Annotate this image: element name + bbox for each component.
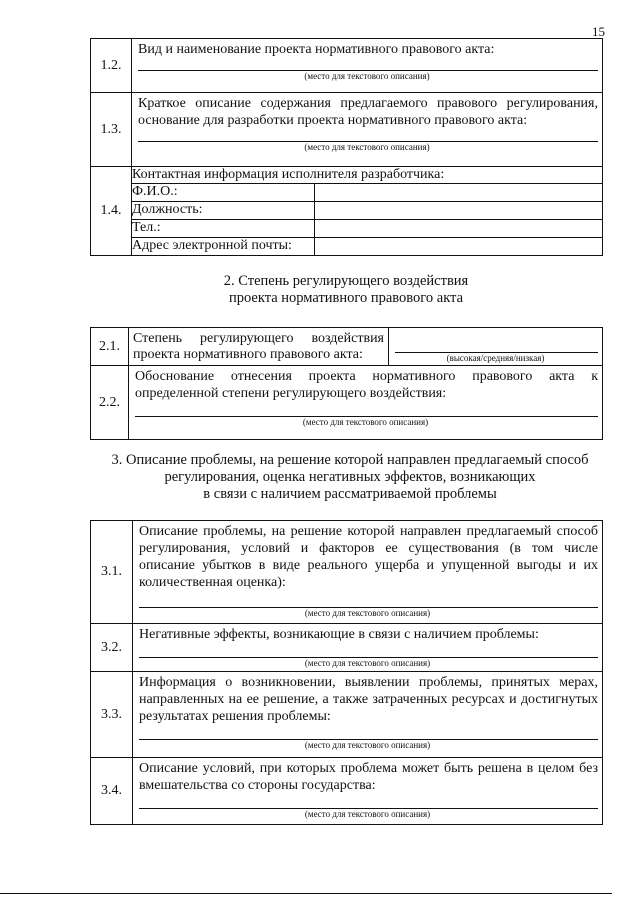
section3-table: [90, 520, 603, 825]
row-number: 1.4.: [91, 167, 132, 256]
contact-label-name: Ф.И.О.:: [132, 184, 315, 202]
section2-heading: [90, 273, 602, 307]
contact-row: [91, 220, 603, 238]
contact-value-name[interactable]: [315, 184, 603, 202]
answer-line[interactable]: [139, 729, 598, 740]
row-number: 2.1.: [91, 328, 129, 366]
row-description: Степень регулирующего воздействия: [133, 330, 384, 346]
table-row: [91, 758, 603, 825]
contact-row: [91, 202, 603, 220]
section3-heading: [80, 452, 620, 503]
row-number: 3.1.: [91, 521, 133, 624]
contact-title: Контактная информация исполнителя разработчика:: [132, 167, 603, 184]
section1-table: [90, 38, 603, 256]
answer-line[interactable]: [135, 406, 598, 417]
answer-line[interactable]: [138, 60, 598, 71]
row-number: 2.2.: [91, 366, 129, 440]
field-caption: (место для текстового описания): [304, 608, 431, 618]
row-description: проекта нормативного правового акта:: [133, 346, 363, 362]
answer-line[interactable]: [139, 798, 598, 809]
row-number: 3.3.: [91, 672, 133, 758]
row-description: Краткое описание содержания предлагаемого правового регулирования, основание для разработки проекта нормативного правового акта:: [138, 96, 598, 128]
contact-row: [91, 238, 603, 256]
section2-table: [90, 327, 603, 440]
contact-value-phone[interactable]: [315, 220, 603, 238]
table-row: [91, 167, 603, 184]
answer-line[interactable]: [395, 342, 598, 353]
section3-heading-line: регулирования, оценка негативных эффектов, возникающих: [164, 469, 536, 485]
section3-heading-line: 3. Описание проблемы, на решение которой направлен предлагаемый способ: [111, 452, 589, 468]
row-description: Описание условий, при которых проблема может быть решена в целом без вмешательства со стороны государства:: [139, 761, 598, 793]
row-number: 1.3.: [91, 93, 132, 167]
field-caption: (место для текстового описания): [304, 809, 431, 819]
answer-line[interactable]: [139, 597, 598, 608]
field-caption: (место для текстового описания): [302, 417, 429, 427]
field-caption: (место для текстового описания): [304, 71, 430, 81]
answer-line[interactable]: [138, 131, 598, 142]
section3-heading-line: в связи с наличием рассматриваемой проблемы: [203, 486, 497, 502]
field-caption: (место для текстового описания): [304, 658, 431, 668]
contact-label-phone: Тел.:: [132, 220, 315, 238]
table-row: [91, 366, 603, 440]
table-row: [91, 93, 603, 167]
row-number: 3.4.: [91, 758, 133, 825]
contact-value-email[interactable]: [315, 238, 603, 256]
row-description: Негативные эффекты, возникающие в связи с наличием проблемы:: [139, 627, 539, 642]
row-number: 3.2.: [91, 624, 133, 672]
row-number: 1.2.: [91, 39, 132, 93]
field-caption: (место для текстового описания): [304, 142, 430, 152]
row-description: Описание проблемы, на решение которой направлен предлагаемый способ регулирования, условий и факторов ее существования (в том числе описание убытков в виде реального ущерба и упущенной выгоды и их количественная оценка):: [139, 524, 598, 590]
field-caption: (высокая/средняя/низкая): [446, 353, 545, 363]
table-row: [91, 39, 603, 93]
row-description: Обоснование отнесения проекта нормативного правового акта к определенной степени регулирующего воздействия:: [135, 369, 598, 401]
table-row: [91, 521, 603, 624]
table-row: [91, 624, 603, 672]
footer-rule: [0, 893, 612, 894]
table-row: [91, 328, 603, 366]
field-caption: (место для текстового описания): [304, 740, 431, 750]
row-description: Информация о возникновении, выявлении проблемы, принятых мерах, направленных на ее решение, а также затраченных ресурсах и достигнутых результатах решения проблемы:: [139, 675, 598, 724]
contact-row: [91, 184, 603, 202]
contact-label-position: Должность:: [132, 202, 315, 220]
contact-value-position[interactable]: [315, 202, 603, 220]
table-row: [91, 672, 603, 758]
section2-heading-line: проекта нормативного правового акта: [228, 290, 464, 306]
page-number: 15: [592, 24, 605, 39]
row-description: Вид и наименование проекта нормативного правового акта:: [138, 42, 495, 57]
section2-heading-line: 2. Степень регулирующего воздействия: [223, 273, 469, 289]
contact-label-email: Адрес электронной почты:: [132, 238, 315, 256]
answer-line[interactable]: [139, 647, 598, 658]
